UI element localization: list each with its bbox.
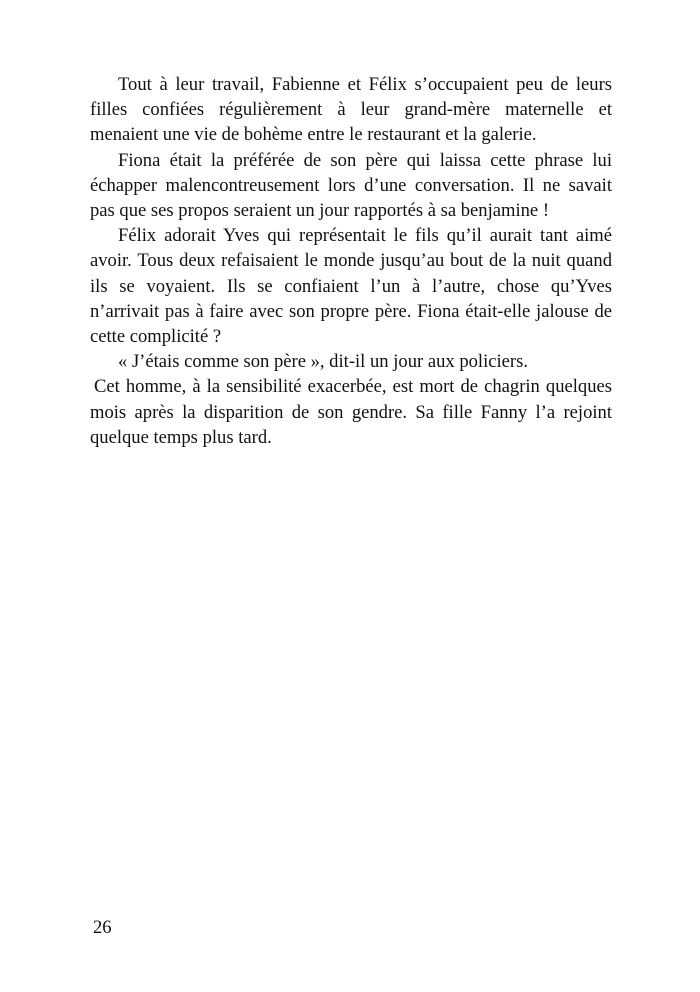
body-text xyxy=(90,72,612,450)
paragraph-2: Fiona était la préférée de son père qui laissa cette phrase lui échapper malencontreusement lors d’une conversation. Il ne savait pas que ses propos seraient un jour rapportés à sa benjamine ! xyxy=(90,149,612,222)
page-number: 26 xyxy=(93,917,112,938)
paragraph-3: Félix adorait Yves qui représentait le fils qu’il aurait tant aimé avoir. Tous deux refaisaient le monde jusqu’au bout de la nuit quand ils se voyaient. Ils se confiaient l’un à l’autre, chose qu’Yves n’arrivait pas à faire avec son propre père. Fiona était-elle jalouse de cette complicité ? xyxy=(90,225,612,348)
paragraph-4: « J’étais comme son père », dit-il un jour aux policiers. xyxy=(118,351,528,373)
paragraph-1: Tout à leur travail, Fabienne et Félix s’occupaient peu de leurs filles confiées régulièrement à leur grand-mère maternelle et menaient une vie de bohème entre le restaurant et la galerie. xyxy=(90,74,612,146)
paragraph-5: Cet homme, à la sensibilité exacerbée, est mort de chagrin quelques mois après la disparition de son gendre. Sa fille Fanny l’a rejoint quelque temps plus tard. xyxy=(90,376,612,448)
